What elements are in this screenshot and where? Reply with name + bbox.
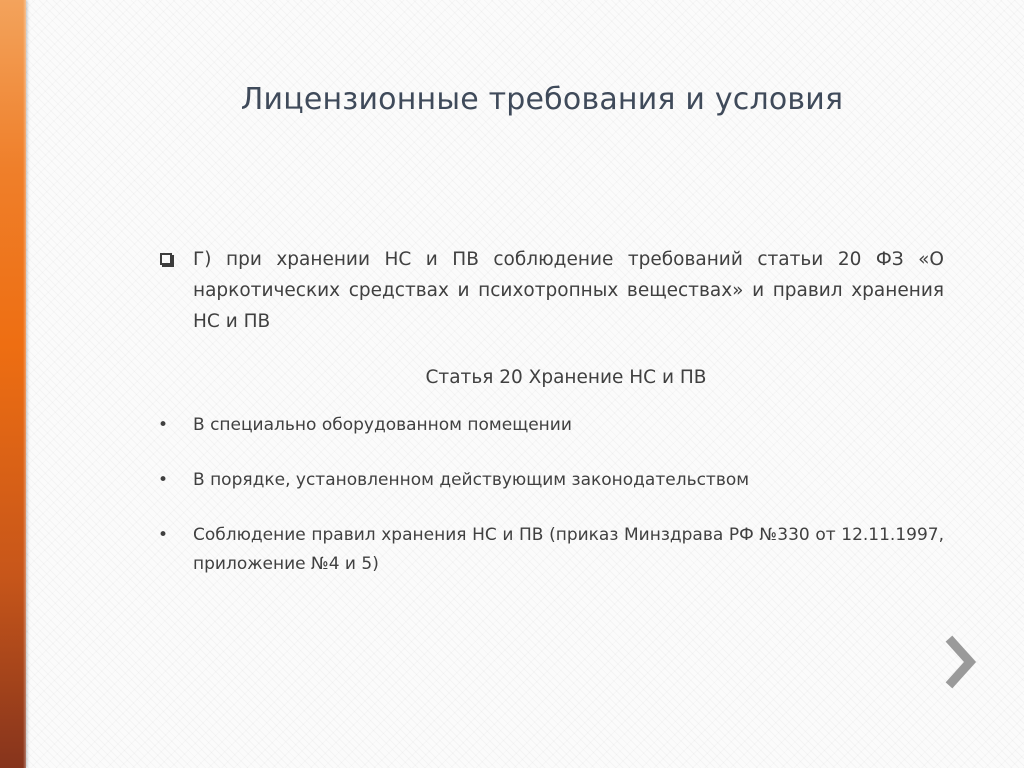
next-slide-button[interactable]	[940, 632, 984, 692]
side-accent-bar	[0, 0, 26, 768]
bullet-marker: •	[158, 415, 169, 435]
list-item-text: В порядке, установленном действующим законодательством	[193, 470, 750, 490]
bullet-marker: •	[158, 470, 169, 490]
chevron-right-icon	[940, 632, 984, 692]
checkbox-bullet-icon	[158, 244, 172, 275]
slide-title: Лицензионные требования и условия	[240, 82, 844, 117]
bullet-marker: •	[158, 525, 169, 545]
list-item-text: Соблюдение правил хранения НС и ПВ (приказ Минздрава РФ №330 от 12.11.1997, приложение №4 и 5)	[193, 525, 944, 574]
sub-heading: Статья 20 Хранение НС и ПВ	[425, 367, 707, 388]
list-item	[158, 521, 944, 579]
main-point	[158, 244, 944, 337]
main-point-text: Г) при хранении НС и ПВ соблюдение требований статьи 20 ФЗ «О наркотических средствах и психотропных веществах» и правил хранения НС и ПВ	[193, 249, 944, 332]
list-item-text: В специально оборудованном помещении	[193, 415, 572, 435]
list-item	[158, 411, 944, 440]
slide-content	[158, 244, 944, 605]
list-item	[158, 466, 944, 495]
